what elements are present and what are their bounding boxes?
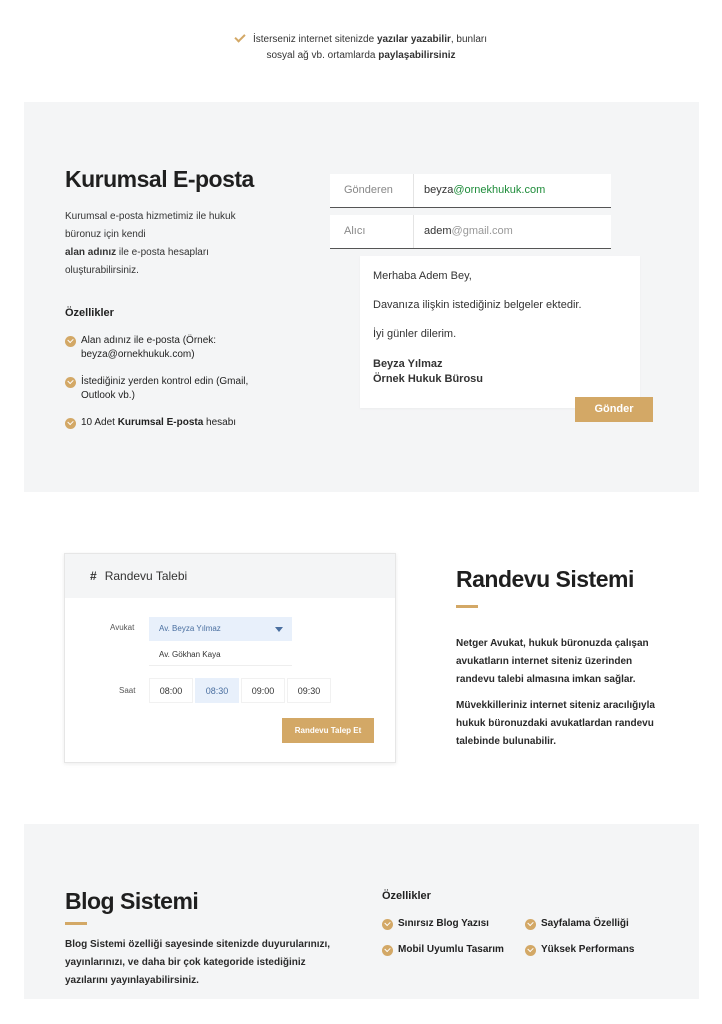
check-circle-icon — [525, 919, 536, 930]
feature-item — [65, 375, 285, 403]
desc-line: Blog Sistemi özelliği sayesinde sitenizde duyurularınızı, — [65, 939, 331, 950]
lawyer-option[interactable]: Av. Gökhan Kaya — [149, 644, 292, 666]
feature-text: Sayfalama Özelliği — [541, 918, 629, 929]
check-circle-icon — [65, 377, 76, 388]
appointment-card-header — [65, 554, 395, 598]
email-section-title: Kurumsal E-posta — [65, 166, 254, 192]
time-slot-selected[interactable]: 08:30 — [195, 678, 239, 703]
feature-text: Alan adınız ile e-posta (Örnek: beyza@ornekhukuk.com) — [81, 335, 217, 360]
sender-row — [330, 174, 611, 208]
blog-description — [65, 936, 355, 990]
feature-text-bold: Kurumsal E-posta — [117, 417, 204, 428]
check-circle-icon — [382, 919, 393, 930]
check-circle-icon — [65, 336, 76, 347]
title-underline — [456, 605, 478, 608]
email-signature — [373, 357, 627, 387]
sender-value — [424, 174, 545, 207]
recipient-row — [330, 215, 611, 249]
desc-line: oluşturabilirsiniz. — [65, 265, 139, 276]
blog-feature-item — [525, 917, 629, 931]
feature-text: Mobil Uyumlu Tasarım — [398, 944, 504, 955]
time-slot[interactable]: 09:00 — [241, 678, 285, 703]
top-notice-line-1 — [0, 32, 722, 48]
appointment-card — [64, 553, 396, 763]
feature-text-pre: 10 Adet — [81, 417, 118, 428]
desc-line: Kurumsal e-posta hizmetimiz ile hukuk — [65, 211, 236, 222]
recipient-user: adem — [424, 225, 452, 237]
feature-text: İstediğiniz yerden kontrol edin (Gmail, Outlook vb.) — [81, 376, 249, 401]
sender-label: Gönderen — [330, 174, 414, 207]
blog-feature-item — [525, 943, 634, 957]
feature-item — [65, 416, 285, 430]
email-body — [360, 256, 640, 408]
appointment-card-title: Randevu Talebi — [104, 569, 188, 583]
check-circle-icon — [65, 418, 76, 429]
email-section-description — [65, 208, 295, 280]
request-appointment-button[interactable]: Randevu Talep Et — [282, 718, 374, 743]
recipient-label: Alıcı — [330, 215, 414, 248]
desc-line: yazılarını yayınlayabilirsiniz. — [65, 975, 199, 986]
feature-text-post: hesabı — [203, 417, 237, 428]
notice-text: sosyal ağ vb. ortamlarda — [266, 50, 379, 61]
title-underline — [65, 922, 87, 925]
desc-line — [65, 244, 295, 262]
time-label: Saat — [119, 686, 136, 695]
signature-org: Örnek Hukuk Bürosu — [373, 373, 484, 385]
chevron-down-icon — [275, 627, 283, 632]
sender-user: beyza — [424, 184, 454, 196]
desc-line: talebinde bulunabilir. — [456, 736, 557, 747]
desc-line: hukuk büronuzdaki avukatlardan randevu — [456, 718, 654, 729]
feature-text: Yüksek Performans — [541, 944, 635, 955]
desc-line: randevu talebi almasına imkan sağlar. — [456, 674, 636, 685]
appointment-section-title: Randevu Sistemi — [456, 566, 634, 592]
email-closing: İyi günler dilerim. — [373, 328, 457, 340]
desc-text: ile e-posta hesapları — [116, 247, 209, 258]
signature-name: Beyza Yılmaz — [373, 358, 443, 370]
blog-features-title: Özellikler — [382, 890, 431, 902]
recipient-domain: @gmail.com — [451, 225, 513, 237]
blog-feature-item — [382, 943, 504, 957]
lawyer-select[interactable] — [149, 617, 292, 641]
send-button[interactable]: Gönder — [575, 397, 653, 422]
time-slot[interactable]: 09:30 — [287, 678, 331, 703]
notice-text: , bunları — [450, 34, 488, 45]
desc-line: yayınlarınızı, ve daha bir çok kategoride istediğiniz — [65, 957, 306, 968]
hash-icon: # — [90, 569, 97, 583]
email-text: Davanıza ilişkin istediğiniz belgeler ektedir. — [373, 299, 582, 311]
desc-line: büronuz için kendi — [65, 229, 146, 240]
recipient-value — [424, 215, 513, 248]
notice-bold: yazılar yazabilir — [376, 34, 451, 45]
desc-line: Müvekkilleriniz internet siteniz aracılığıyla — [456, 700, 655, 711]
blog-section-title: Blog Sistemi — [65, 888, 199, 914]
sender-domain: @ornekhukuk.com — [453, 184, 546, 196]
feature-text: Sınırsız Blog Yazısı — [398, 918, 489, 929]
check-circle-icon — [525, 945, 536, 956]
time-slot[interactable]: 08:00 — [149, 678, 193, 703]
check-circle-icon — [382, 945, 393, 956]
top-notice-line-2 — [0, 48, 722, 64]
desc-bold: alan adınız — [65, 247, 117, 258]
desc-line: Netger Avukat, hukuk büronuzda çalışan — [456, 638, 649, 649]
check-icon — [234, 31, 245, 42]
notice-text: İsterseniz internet sitenizde — [252, 34, 377, 45]
lawyer-label: Avukat — [110, 623, 135, 632]
blog-feature-item — [382, 917, 489, 931]
lawyer-selected-value: Av. Beyza Yılmaz — [159, 624, 221, 633]
notice-bold: paylaşabilirsiniz — [378, 50, 456, 61]
email-greeting: Merhaba Adem Bey, — [373, 270, 472, 282]
desc-line: avukatların internet siteniz üzerinden — [456, 656, 633, 667]
features-title: Özellikler — [65, 307, 114, 319]
feature-text — [81, 416, 236, 430]
appointment-description — [456, 635, 686, 751]
feature-item — [65, 334, 285, 362]
